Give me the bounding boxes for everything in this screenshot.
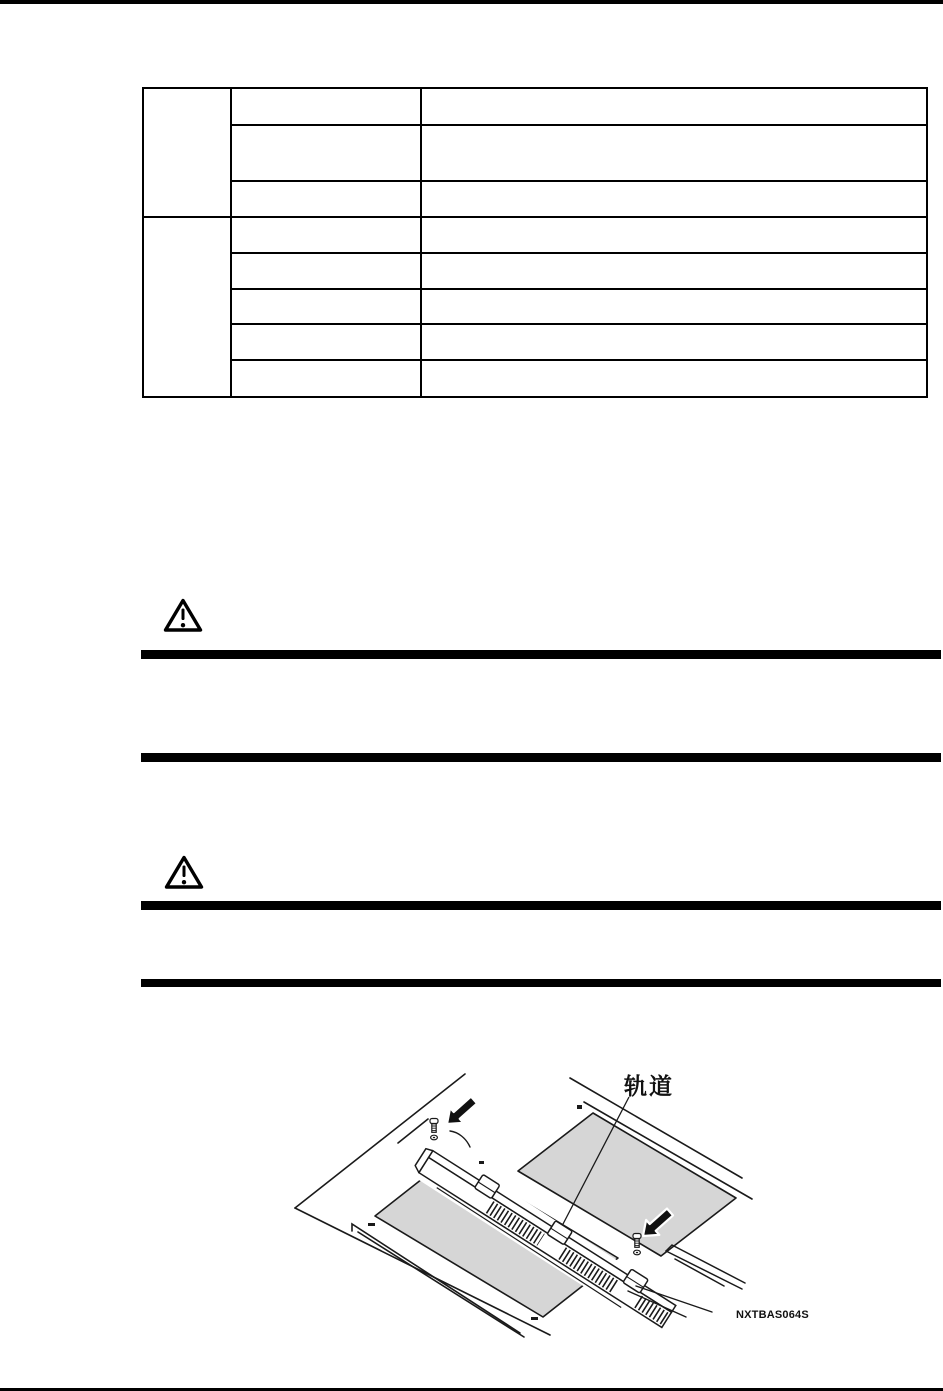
arrow-icon [447, 1097, 477, 1124]
table-row [143, 253, 927, 289]
table-cell [421, 181, 927, 217]
table-cell [421, 88, 927, 125]
table-cell [421, 217, 927, 253]
table-row [143, 324, 927, 360]
table-row [143, 360, 927, 397]
table-group-cell [143, 88, 231, 217]
warning-triangle-icon [163, 854, 205, 890]
rail-installation-figure [270, 1058, 820, 1370]
rail-callout-label: 轨道 [624, 1073, 674, 1099]
table-cell [231, 181, 421, 217]
table-row [143, 217, 927, 253]
table-cell [231, 324, 421, 360]
screw-1 [430, 1119, 438, 1140]
caution-top-bar [141, 901, 941, 910]
slot-channel [666, 1245, 745, 1289]
table-cell [421, 125, 927, 181]
table-row [143, 88, 927, 125]
page-top-rule [0, 0, 943, 4]
table-cell [231, 125, 421, 181]
table-cell [421, 289, 927, 324]
table-cell [421, 324, 927, 360]
spec-table-container [142, 87, 928, 398]
table-cell [231, 217, 421, 253]
table-group-cell [143, 217, 231, 397]
table-cell [421, 360, 927, 397]
table-row [143, 289, 927, 324]
caution-bottom-bar [141, 753, 941, 762]
figure-code: NXTBAS064S [736, 1309, 809, 1321]
spec-table [142, 87, 928, 398]
warning-triangle-icon [162, 597, 204, 633]
caution-top-bar [141, 650, 941, 659]
table-row [143, 125, 927, 181]
table-cell [231, 289, 421, 324]
table-cell [421, 253, 927, 289]
table-cell [231, 253, 421, 289]
screw-2 [633, 1234, 641, 1255]
spec-table-body [143, 88, 927, 397]
caution-bottom-bar [141, 979, 941, 987]
figure-svg [270, 1058, 820, 1370]
table-row [143, 181, 927, 217]
table-cell [231, 88, 421, 125]
table-cell [231, 360, 421, 397]
